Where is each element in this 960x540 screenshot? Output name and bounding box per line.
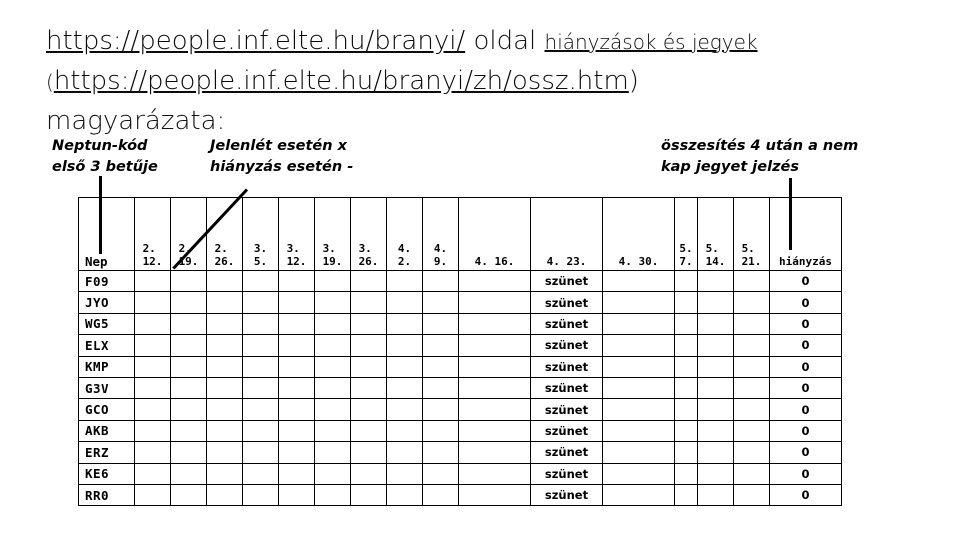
table-row	[79, 463, 842, 484]
absence-count-cell: 0	[770, 356, 842, 377]
attendance-cell	[698, 420, 734, 441]
attendance-cell	[207, 463, 243, 484]
attendance-cell	[135, 335, 171, 356]
header-date-bottom: 26.	[358, 255, 379, 268]
attendance-cell	[603, 420, 675, 441]
attendance-cell	[675, 313, 698, 334]
header-date-3	[243, 198, 279, 271]
attendance-cell	[603, 313, 675, 334]
attendance-cell	[243, 399, 279, 420]
paren-open: (	[46, 70, 54, 94]
header-date-label	[706, 242, 726, 268]
attendance-cell	[315, 271, 351, 292]
attendance-cell	[207, 484, 243, 505]
attendance-cell	[315, 484, 351, 505]
attendance-cell	[351, 313, 387, 334]
attendance-cell	[351, 356, 387, 377]
break-cell: szünet	[531, 313, 603, 334]
attendance-cell	[279, 484, 315, 505]
break-cell: szünet	[531, 356, 603, 377]
attendance-cell	[315, 463, 351, 484]
summary-annotation-line1: összesítés 4 után a nem	[661, 138, 859, 154]
header-date-bottom: 7.	[679, 255, 693, 268]
table-row	[79, 484, 842, 505]
attendance-cell	[171, 377, 207, 398]
table-row	[79, 335, 842, 356]
table-row	[79, 399, 842, 420]
header-date-bottom: 2.	[397, 255, 412, 268]
attendance-cell	[351, 420, 387, 441]
break-cell: szünet	[531, 377, 603, 398]
attendance-cell	[459, 463, 531, 484]
attendance-cell	[171, 271, 207, 292]
header-date-9	[459, 198, 531, 271]
header-date-top: 3.	[322, 242, 336, 255]
header-date-5	[315, 198, 351, 271]
header-date-label	[434, 242, 447, 268]
header-date-label	[475, 255, 515, 268]
attendance-cell	[315, 399, 351, 420]
attendance-cell	[603, 335, 675, 356]
summary-annotation	[661, 136, 858, 178]
header-date-11	[603, 198, 675, 271]
header-date-bottom: 26.	[214, 255, 235, 268]
attendance-cell	[351, 463, 387, 484]
neptun-annotation-line2: első 3 betűje	[52, 159, 158, 175]
attendance-cell	[387, 313, 423, 334]
heading-explanation: magyarázata:	[46, 106, 226, 136]
attendance-cell	[171, 484, 207, 505]
attendance-cell	[243, 271, 279, 292]
attendance-cell	[207, 356, 243, 377]
break-cell: szünet	[531, 420, 603, 441]
header-date-6	[351, 198, 387, 271]
attendance-cell	[207, 335, 243, 356]
attendance-cell	[734, 484, 770, 505]
header-date-label	[679, 242, 692, 268]
attendance-cell	[351, 377, 387, 398]
attendance-cell	[207, 313, 243, 334]
attendance-cell	[603, 442, 675, 463]
attendance-cell	[171, 356, 207, 377]
header-date-2	[207, 198, 243, 271]
table-header-row	[79, 198, 842, 271]
header-date-bottom: 5.	[253, 255, 268, 268]
attendance-cell	[207, 442, 243, 463]
header-date-label	[323, 242, 343, 268]
attendance-cell	[423, 399, 459, 420]
header-date-label	[215, 242, 235, 268]
header-date-10	[531, 198, 603, 271]
header-date-label	[398, 242, 411, 268]
attendance-cell	[315, 313, 351, 334]
neptun-code-cell: KMP	[79, 356, 135, 377]
attendance-cell	[171, 442, 207, 463]
attendance-cell	[135, 356, 171, 377]
attendance-cell	[243, 335, 279, 356]
break-cell: szünet	[531, 463, 603, 484]
neptun-annotation	[52, 136, 158, 178]
header-date-bottom: 12.	[286, 255, 307, 268]
attendance-cell	[207, 271, 243, 292]
header-date-1	[171, 198, 207, 271]
ossz-htm-link[interactable]: https://people.inf.elte.hu/branyi/zh/ossz.htm	[53, 66, 629, 96]
attendance-cell	[698, 292, 734, 313]
attendance-cell	[207, 292, 243, 313]
attendance-cell	[315, 442, 351, 463]
attendance-cell	[315, 420, 351, 441]
attendance-cell	[279, 463, 315, 484]
header-date-top: 2.	[142, 242, 156, 255]
attendance-cell	[603, 399, 675, 420]
attendance-cell	[243, 356, 279, 377]
header-date-0	[135, 198, 171, 271]
attendance-cell	[698, 377, 734, 398]
header-date-label	[547, 255, 587, 268]
absence-count-cell: 0	[770, 420, 842, 441]
attendance-cell	[243, 463, 279, 484]
attendance-cell	[603, 484, 675, 505]
attendance-cell	[171, 463, 207, 484]
neptun-code-cell: AKB	[79, 420, 135, 441]
attendance-cell	[279, 420, 315, 441]
header-date-14	[734, 198, 770, 271]
attendance-cell	[675, 484, 698, 505]
header-date-label	[287, 242, 307, 268]
attendance-cell	[315, 356, 351, 377]
header-date-top: 3.	[286, 242, 300, 255]
table-row	[79, 356, 842, 377]
attendance-cell	[734, 399, 770, 420]
attendance-cell	[135, 292, 171, 313]
attendance-cell	[698, 356, 734, 377]
attendance-cell	[171, 292, 207, 313]
attendance-cell	[423, 356, 459, 377]
attendance-cell	[207, 420, 243, 441]
attendance-cell	[135, 442, 171, 463]
header-date-top: 5.	[705, 242, 719, 255]
attendance-cell	[135, 463, 171, 484]
attendance-cell	[734, 356, 770, 377]
absence-count-cell: 0	[770, 335, 842, 356]
attendance-cell	[387, 271, 423, 292]
header-date-bottom: 9.	[433, 255, 448, 268]
attendance-cell	[387, 442, 423, 463]
attendance-cell	[459, 420, 531, 441]
attendance-cell	[734, 271, 770, 292]
attendance-cell	[135, 484, 171, 505]
header-date-bottom: 21.	[741, 255, 762, 268]
attendance-table	[78, 197, 842, 506]
attendance-cell	[207, 377, 243, 398]
break-cell: szünet	[531, 271, 603, 292]
header-date-7	[387, 198, 423, 271]
attendance-cell	[351, 271, 387, 292]
attendance-cell	[603, 356, 675, 377]
attendance-cell	[387, 484, 423, 505]
header-date-bottom: 4. 23.	[546, 255, 587, 268]
attendance-cell	[459, 377, 531, 398]
attendance-cell	[603, 377, 675, 398]
neptun-code-cell: WG5	[79, 313, 135, 334]
attendance-cell	[387, 356, 423, 377]
header-date-top: 4.	[433, 242, 448, 255]
attendance-cell	[423, 271, 459, 292]
header-nep: Nep	[79, 198, 135, 271]
header-date-bottom: 19.	[178, 255, 199, 268]
table-row	[79, 377, 842, 398]
header-date-4	[279, 198, 315, 271]
attendance-cell	[135, 377, 171, 398]
table-row	[79, 292, 842, 313]
attendance-cell	[423, 442, 459, 463]
attendance-cell	[423, 313, 459, 334]
attendance-cell	[675, 420, 698, 441]
header-date-bottom: 19.	[322, 255, 343, 268]
header-date-15	[770, 198, 842, 271]
attendance-annotation	[210, 136, 353, 178]
header-date-top: 2.	[178, 242, 192, 255]
header-date-bottom: 4. 30.	[618, 255, 659, 268]
neptun-code-cell: KE6	[79, 463, 135, 484]
absence-count-cell: 0	[770, 463, 842, 484]
summary-annotation-line2: kap jegyet jelzés	[661, 159, 799, 175]
absence-count-cell: 0	[770, 399, 842, 420]
attendance-cell	[171, 313, 207, 334]
attendance-cell	[459, 313, 531, 334]
attendance-cell	[387, 420, 423, 441]
attendance-cell	[279, 399, 315, 420]
neptun-annotation-line1: Neptun-kód	[52, 138, 148, 154]
attendance-cell	[698, 399, 734, 420]
header-date-label	[779, 255, 832, 268]
absence-count-cell: 0	[770, 313, 842, 334]
attendance-cell	[171, 399, 207, 420]
header-date-13	[698, 198, 734, 271]
attendance-cell	[243, 442, 279, 463]
attendance-cell	[675, 335, 698, 356]
attendance-cell	[243, 420, 279, 441]
attendance-cell	[459, 292, 531, 313]
neptun-code-cell: ERZ	[79, 442, 135, 463]
attendance-cell	[734, 463, 770, 484]
attendance-cell	[243, 292, 279, 313]
attendance-cell	[734, 442, 770, 463]
attendance-annotation-line1: Jelenlét esetén x	[210, 138, 347, 154]
neptun-code-cell: F09	[79, 271, 135, 292]
attendance-cell	[459, 271, 531, 292]
header-date-label	[143, 242, 163, 268]
attendance-cell	[698, 463, 734, 484]
break-cell: szünet	[531, 442, 603, 463]
attendance-cell	[675, 399, 698, 420]
attendance-cell	[675, 377, 698, 398]
attendance-cell	[734, 313, 770, 334]
header-date-bottom: hiányzás	[779, 255, 832, 268]
branyi-home-link[interactable]: https://people.inf.elte.hu/branyi/	[46, 26, 466, 56]
attendance-cell	[734, 335, 770, 356]
absences-grades-link[interactable]: hiányzások és jegyek	[544, 30, 758, 54]
attendance-cell	[387, 292, 423, 313]
slide-heading	[46, 22, 946, 141]
attendance-cell	[243, 313, 279, 334]
break-cell: szünet	[531, 335, 603, 356]
attendance-cell	[698, 442, 734, 463]
table-row	[79, 271, 842, 292]
attendance-cell	[603, 292, 675, 313]
header-date-top: 3.	[358, 242, 372, 255]
attendance-cell	[279, 377, 315, 398]
attendance-cell	[207, 399, 243, 420]
attendance-cell	[698, 271, 734, 292]
table-body	[79, 271, 842, 506]
neptun-code-cell: GCO	[79, 399, 135, 420]
attendance-cell	[423, 463, 459, 484]
attendance-cell	[423, 420, 459, 441]
header-date-label	[742, 242, 762, 268]
neptun-code-cell: ELX	[79, 335, 135, 356]
attendance-cell	[351, 442, 387, 463]
attendance-cell	[675, 356, 698, 377]
attendance-cell	[171, 420, 207, 441]
attendance-cell	[279, 271, 315, 292]
attendance-cell	[603, 271, 675, 292]
attendance-cell	[315, 335, 351, 356]
attendance-cell	[279, 335, 315, 356]
attendance-cell	[603, 463, 675, 484]
attendance-cell	[423, 292, 459, 313]
attendance-cell	[387, 377, 423, 398]
header-date-label	[359, 242, 379, 268]
attendance-cell	[279, 356, 315, 377]
attendance-cell	[423, 377, 459, 398]
absence-count-cell: 0	[770, 484, 842, 505]
attendance-cell	[698, 335, 734, 356]
table-row	[79, 442, 842, 463]
header-date-12	[675, 198, 698, 271]
attendance-cell	[459, 399, 531, 420]
attendance-cell	[423, 335, 459, 356]
attendance-cell	[351, 292, 387, 313]
header-date-8	[423, 198, 459, 271]
header-date-label	[619, 255, 659, 268]
header-date-top: 5.	[741, 242, 755, 255]
attendance-cell	[734, 420, 770, 441]
attendance-cell	[279, 292, 315, 313]
attendance-cell	[315, 377, 351, 398]
header-date-top: 5.	[679, 242, 693, 255]
header-date-top: 3.	[253, 242, 268, 255]
header-date-top: 2.	[214, 242, 228, 255]
absence-count-cell: 0	[770, 442, 842, 463]
absence-count-cell: 0	[770, 271, 842, 292]
attendance-cell	[135, 420, 171, 441]
attendance-cell	[351, 484, 387, 505]
attendance-cell	[734, 292, 770, 313]
attendance-cell	[734, 377, 770, 398]
header-date-bottom: 14.	[705, 255, 726, 268]
attendance-annotation-line2: hiányzás esetén -	[210, 159, 354, 175]
header-date-bottom: 12.	[142, 255, 163, 268]
heading-mid-text: oldal	[465, 26, 545, 56]
attendance-cell	[279, 442, 315, 463]
attendance-cell	[135, 271, 171, 292]
header-date-top: 4.	[397, 242, 412, 255]
attendance-cell	[698, 313, 734, 334]
attendance-cell	[315, 292, 351, 313]
neptun-code-cell: RR0	[79, 484, 135, 505]
attendance-cell	[675, 463, 698, 484]
attendance-cell	[387, 463, 423, 484]
attendance-cell	[387, 335, 423, 356]
attendance-cell	[675, 271, 698, 292]
attendance-cell	[459, 335, 531, 356]
attendance-cell	[243, 377, 279, 398]
neptun-code-cell: JYO	[79, 292, 135, 313]
attendance-cell	[279, 313, 315, 334]
paren-close: )	[628, 66, 639, 96]
attendance-cell	[423, 484, 459, 505]
attendance-cell	[351, 399, 387, 420]
break-cell: szünet	[531, 484, 603, 505]
attendance-cell	[459, 484, 531, 505]
attendance-cell	[351, 335, 387, 356]
absence-count-cell: 0	[770, 292, 842, 313]
attendance-cell	[171, 335, 207, 356]
absence-count-cell: 0	[770, 377, 842, 398]
break-cell: szünet	[531, 399, 603, 420]
attendance-cell	[459, 356, 531, 377]
break-cell: szünet	[531, 292, 603, 313]
attendance-cell	[459, 442, 531, 463]
attendance-cell	[698, 484, 734, 505]
table-row	[79, 313, 842, 334]
attendance-cell	[243, 484, 279, 505]
header-date-label	[254, 242, 267, 268]
attendance-cell	[135, 399, 171, 420]
header-date-bottom: 4. 16.	[474, 255, 515, 268]
neptun-code-cell: G3V	[79, 377, 135, 398]
attendance-cell	[675, 292, 698, 313]
header-date-label	[179, 242, 199, 268]
attendance-cell	[135, 313, 171, 334]
attendance-cell	[387, 399, 423, 420]
table-row	[79, 420, 842, 441]
attendance-cell	[675, 442, 698, 463]
